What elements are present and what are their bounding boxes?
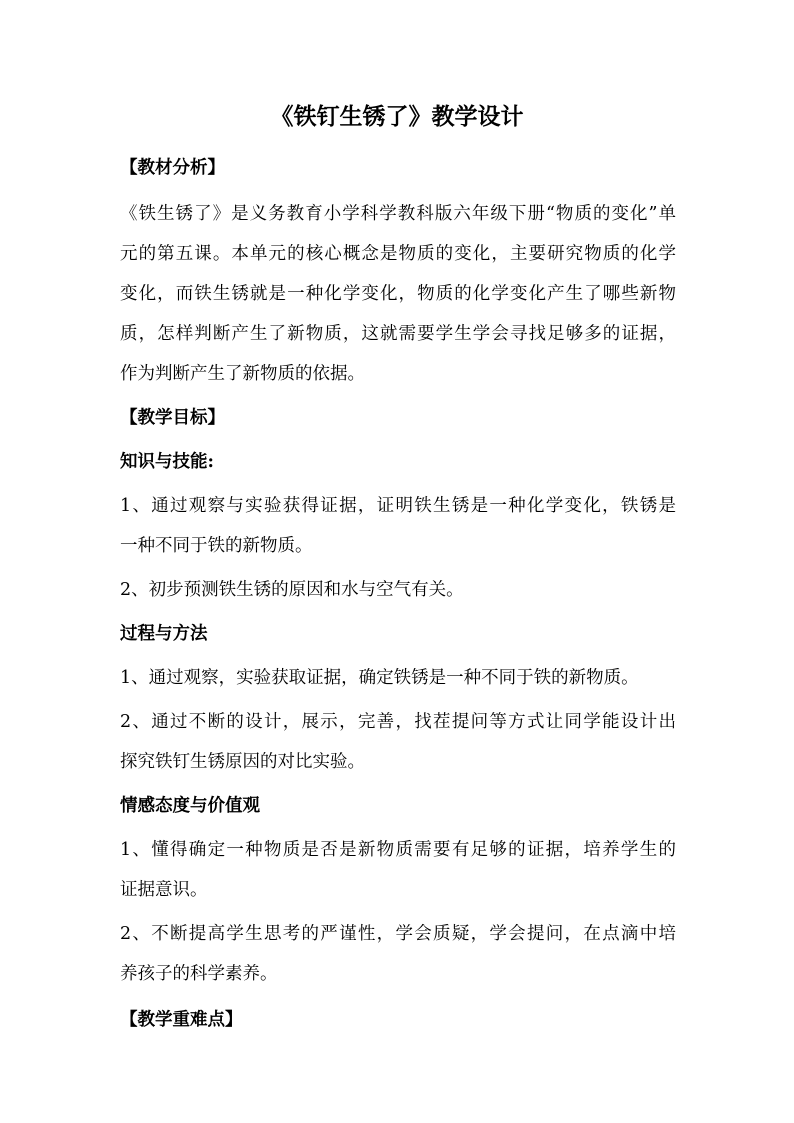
goal-label-emotion: 情感态度与价值观 xyxy=(120,796,260,816)
goal-item-line: 1、懂得确定一种物质是否是新物质需要有足够的证据，培养学生的 xyxy=(120,840,676,860)
paragraph-line: 元的第五课。本单元的核心概念是物质的变化，主要研究物质的化学 xyxy=(120,244,676,264)
goal-item-line: 养孩子的科学素养。 xyxy=(120,964,278,984)
section-heading-analysis: 【教材分析】 xyxy=(120,158,225,178)
goal-item-line: 1、通过观察与实验获得证据，证明铁生锈是一种化学变化，铁锈是 xyxy=(120,496,676,516)
goal-label-knowledge: 知识与技能: xyxy=(120,452,214,472)
goal-label-process: 过程与方法 xyxy=(120,624,208,644)
goal-item-line: 探究铁钉生锈原因的对比实验。 xyxy=(120,752,365,772)
goal-item-line: 2、不断提高学生思考的严谨性，学会质疑，学会提问，在点滴中培 xyxy=(120,924,676,944)
paragraph-line: 作为判断产生了新物质的依据。 xyxy=(120,364,365,384)
goal-item-line: 证据意识。 xyxy=(120,880,208,900)
section-heading-goals: 【教学目标】 xyxy=(120,408,225,428)
section-heading-difficulties: 【教学重难点】 xyxy=(120,1010,243,1030)
document-body xyxy=(120,148,676,1040)
goal-item-line: 一种不同于铁的新物质。 xyxy=(120,536,313,556)
goal-item-line: 2、初步预测铁生锈的原因和水与空气有关。 xyxy=(120,580,464,600)
goal-item-line: 1、通过观察，实验获取证据，确定铁锈是一种不同于铁的新物质。 xyxy=(120,668,639,688)
paragraph-line: 变化，而铁生锈就是一种化学变化，物质的化学变化产生了哪些新物 xyxy=(120,284,676,304)
paragraph-line: 《铁生锈了》是义务教育小学科学教科版六年级下册“物质的变化”单 xyxy=(120,204,676,224)
analysis-paragraph xyxy=(120,194,676,394)
paragraph-line: 质，怎样判断产生了新物质，这就需要学生学会寻找足够多的证据， xyxy=(120,324,676,344)
document-title: 《铁钉生锈了》教学设计 xyxy=(270,103,524,130)
goal-item-line: 2、通过不断的设计，展示，完善，找茬提问等方式让同学能设计出 xyxy=(120,712,676,732)
